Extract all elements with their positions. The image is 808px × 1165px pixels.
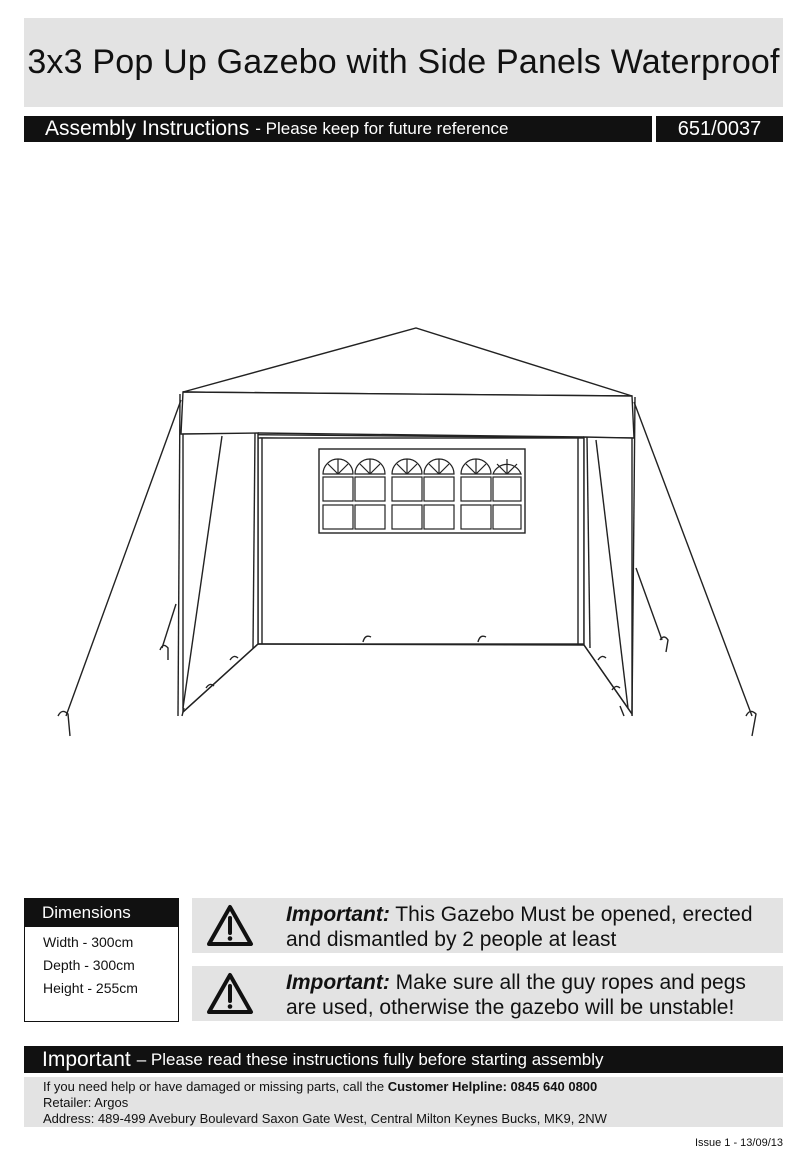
warning-line-1b: and dismantled by 2 people at least <box>286 928 617 951</box>
warning-box-1 <box>192 898 783 953</box>
dimension-height: Height - 255cm <box>43 980 138 996</box>
warning-text-1 <box>286 902 753 952</box>
customer-helpline: Customer Helpline: 0845 640 0800 <box>387 1079 598 1094</box>
subtitle-main: Assembly Instructions <box>45 117 250 140</box>
title-band <box>24 18 783 107</box>
retailer: Retailer: Argos <box>43 1095 129 1110</box>
dimension-depth: Depth - 300cm <box>43 957 135 973</box>
help-line <box>43 1079 783 1095</box>
warning-line-2b: are used, otherwise the gazebo will be unstable! <box>286 996 735 1019</box>
important-rest: – Please read these instructions fully before starting assembly <box>136 1049 604 1069</box>
assembly-instructions-bar <box>24 116 652 142</box>
warning-box-2 <box>192 966 783 1021</box>
warning-triangle-icon <box>206 904 254 948</box>
address: Address: 489-499 Avebury Boulevard Saxon Gate West, Central Milton Keynes Bucks, MK9, 2NW <box>43 1111 607 1126</box>
gazebo-illustration <box>0 300 808 760</box>
important-bar <box>24 1046 783 1073</box>
warning-label-1: Important: <box>286 903 390 926</box>
dimensions-heading: Dimensions <box>25 899 178 927</box>
page-title: 3x3 Pop Up Gazebo with Side Panels Waterproof <box>27 43 780 81</box>
important-main: Important <box>42 1047 131 1071</box>
dimensions-box <box>24 898 179 1022</box>
warning-label-2: Important: <box>286 971 390 994</box>
dimension-width: Width - 300cm <box>43 934 134 950</box>
warning-text-2 <box>286 970 746 1020</box>
warning-line-1a: This Gazebo Must be opened, erected <box>395 903 753 926</box>
issue-label: Issue 1 - 13/09/13 <box>694 1137 783 1149</box>
warning-triangle-icon <box>206 972 254 1016</box>
warning-line-2a: Make sure all the guy ropes and pegs <box>395 971 746 994</box>
product-code: 651/0037 <box>656 116 783 142</box>
info-box <box>24 1077 783 1127</box>
help-prefix: If you need help or have damaged or missing parts, call the <box>43 1079 385 1094</box>
subtitle-rest: - Please keep for future reference <box>255 119 509 138</box>
